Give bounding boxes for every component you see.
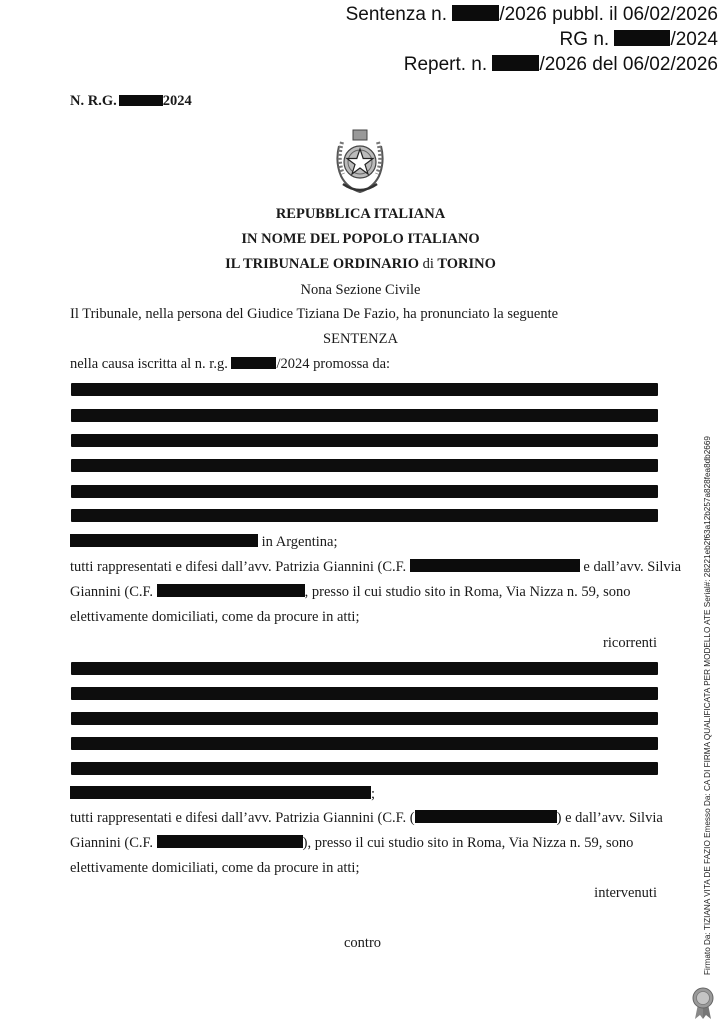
redacted-block — [410, 559, 580, 572]
redacted-line — [71, 509, 658, 522]
redacted-block — [231, 357, 276, 369]
redacted-block — [157, 835, 303, 848]
redacted-line — [71, 409, 658, 422]
rappresentanti-b-text: tutti rappresentati e difesi dall’avv. Patrizia Giannini (C.F. — [70, 810, 410, 826]
redacted-line — [71, 687, 658, 700]
title-repubblica: REPUBBLICA ITALIANA — [275, 206, 446, 222]
causa-text: nella causa iscritta al n. r.g. — [70, 356, 232, 372]
redacted-line — [71, 485, 658, 498]
redacted-block — [70, 786, 371, 799]
title-tribunale-a: IL TRIBUNALE ORDINARIO — [225, 256, 423, 272]
emblem-icon — [329, 126, 391, 198]
title-tribunale — [0, 256, 721, 273]
sentenza-label: Sentenza n. — [345, 4, 453, 25]
redacted-line — [71, 662, 658, 675]
redacted-line — [71, 762, 658, 775]
intro-line: Il Tribunale, nella persona del Giudice Tiziana De Fazio, ha pronunciato la seguente — [70, 306, 559, 322]
nrg-year: 2024 — [162, 93, 192, 109]
section-name: Nona Sezione Civile — [300, 282, 421, 298]
rappresentanti-tail: e dall’avv. Silvia — [579, 559, 682, 575]
rappresentanti-b-studio: ), presso il cui studio sito in Roma, Via Nizza n. 59, sono — [302, 835, 634, 851]
rappresentanti-b-line-1 — [70, 810, 663, 827]
redacted-line — [71, 383, 658, 396]
rg-header-line — [560, 29, 718, 51]
argentina-text: in Argentina; — [258, 534, 338, 550]
redacted-block — [119, 95, 163, 106]
sentenza-heading: SENTENZA — [323, 331, 398, 347]
rappresentanti-studio: , presso il cui studio sito in Roma, Via Nizza n. 59, sono — [304, 584, 631, 600]
repert-label: Repert. n. — [403, 54, 493, 75]
rappresentanti-b-line-2 — [70, 835, 633, 852]
redacted-block — [452, 5, 499, 21]
rappresentanti-line-2 — [70, 584, 631, 601]
seal-icon — [690, 986, 716, 1020]
ricorrenti-label: ricorrenti — [603, 635, 657, 651]
rappresentanti-b-line-3: elettivamente domiciliati, come da procure in atti; — [70, 860, 360, 876]
redacted-block — [70, 534, 258, 547]
semicolon: ; — [371, 786, 376, 802]
redacted-block — [415, 810, 557, 823]
certified-seal-icon — [690, 986, 716, 1020]
argentina-line — [70, 534, 337, 551]
nrg-line — [70, 93, 192, 110]
rappresentanti-line-3: elettivamente domiciliati, come da procure in atti; — [70, 609, 360, 625]
contro-label: contro — [344, 935, 382, 951]
paren-open: ( — [409, 810, 415, 826]
rappresentanti-line-1 — [70, 559, 681, 576]
redacted-line — [71, 712, 658, 725]
digital-signature-text: Firmato Da: TIZIANA VITA DE FAZIO Emesso Da: CA DI FIRMA QUALIFICATA PER MODELLO ATE Serial#: 28221eb2f63a12b257a828fea8db2669 — [703, 436, 712, 975]
redacted-line — [71, 737, 658, 750]
nrg-label: N. R.G. — [70, 93, 117, 109]
redacted-block — [157, 584, 305, 597]
title-tribunale-di: di — [422, 256, 434, 272]
rappresentanti-b-cf: Giannini (C.F. — [70, 835, 157, 851]
title-popolo: IN NOME DEL POPOLO ITALIANO — [241, 231, 480, 247]
redacted-line — [71, 459, 658, 472]
causa-tail: /2024 promossa da: — [276, 356, 391, 372]
redacted-end-line — [70, 786, 375, 803]
rappresentanti-b-tail: ) e dall’avv. Silvia — [556, 810, 663, 826]
rappresentanti-cf: Giannini (C.F. — [70, 584, 157, 600]
causa-line — [70, 356, 390, 373]
sentenza-header-line — [346, 4, 718, 26]
rappresentanti-text: tutti rappresentati e difesi dall’avv. Patrizia Giannini (C.F. — [70, 559, 410, 575]
intervenuti-label: intervenuti — [594, 885, 657, 901]
rg-label: RG n. — [559, 29, 615, 50]
sentenza-date: /2026 pubbl. il 06/02/2026 — [499, 4, 718, 25]
redacted-line — [71, 434, 658, 447]
redacted-block — [614, 30, 670, 46]
repert-header-line — [404, 54, 718, 76]
redacted-block — [492, 55, 539, 71]
title-tribunale-c: TORINO — [433, 256, 496, 272]
repert-date: /2026 del 06/02/2026 — [539, 54, 718, 75]
rg-year: /2024 — [670, 29, 718, 50]
italian-republic-emblem — [329, 126, 391, 198]
